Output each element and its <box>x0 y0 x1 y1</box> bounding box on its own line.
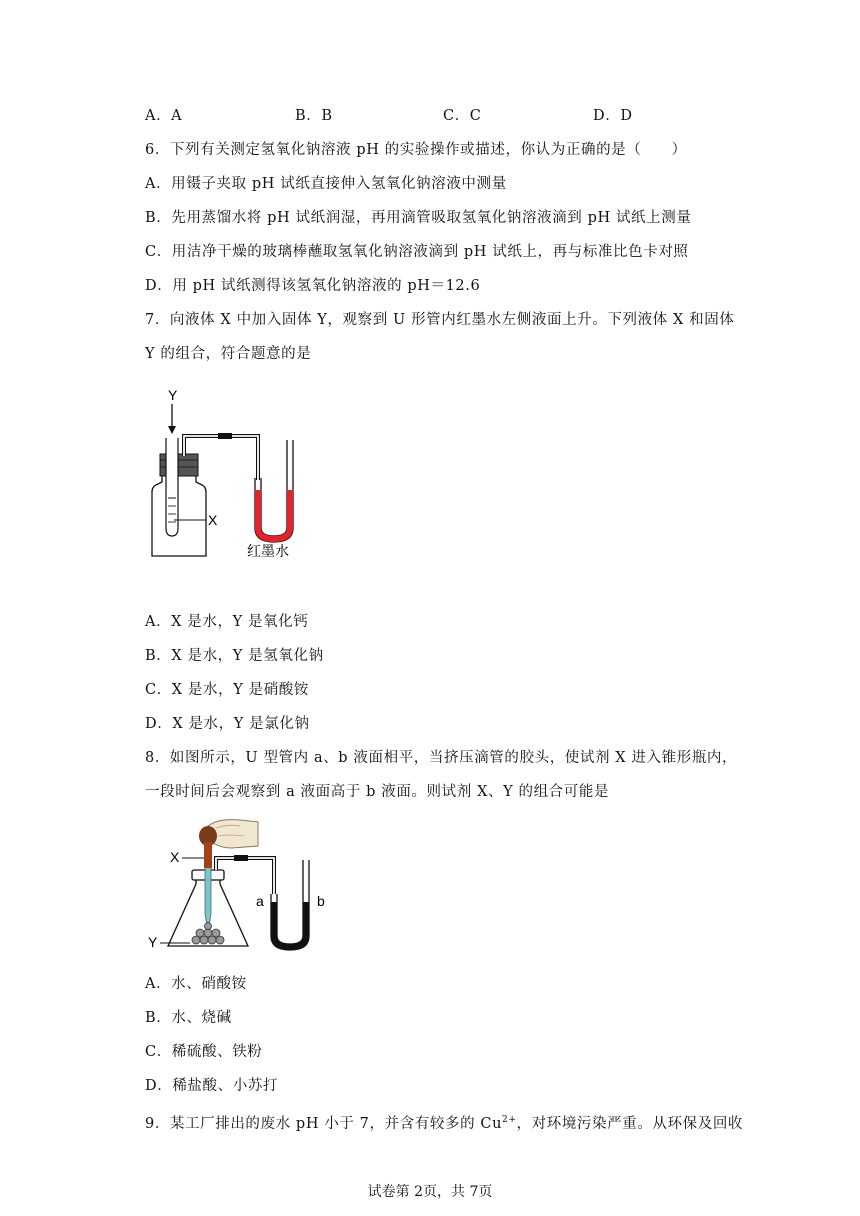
q5-option-d[interactable]: D．D <box>593 108 633 124</box>
q7-stem-line2: Y 的组合，符合题意的是 <box>145 346 312 362</box>
q9-superscript: 2+ <box>502 1115 517 1125</box>
q7-option-c[interactable]: C．X 是水，Y 是硝酸铵 <box>145 682 310 698</box>
q8-solid-y <box>192 923 224 945</box>
q9-stem-before: 9．某工厂排出的废水 pH 小于 7，并含有较多的 Cu <box>145 1115 503 1132</box>
q8-stem-line2: 一段时间后会观察到 a 液面高于 b 液面。则试剂 X、Y 的组合可能是 <box>145 784 610 800</box>
q8-label-a: a <box>256 893 264 909</box>
q8-option-a[interactable]: A．水、硝酸铵 <box>145 976 247 992</box>
q7-bottle <box>152 474 206 556</box>
q7-caption: 红墨水 <box>247 544 289 560</box>
q6-option-b[interactable]: B．先用蒸馏水将 pH 试纸润湿，再用滴管吸取氢氧化钠溶液滴到 pH 试纸上测量 <box>145 210 692 226</box>
q7-stem-line1: 7．向液体 X 中加入固体 Y，观察到 U 形管内红墨水左侧液面上升。下列液体 X 和固体 <box>145 312 735 328</box>
page-footer: 试卷第 2页，共 7页 <box>367 1184 493 1200</box>
q6-stem: 6．下列有关测定氢氧化钠溶液 pH 的实验操作或描述，你认为正确的是（ ） <box>145 142 687 158</box>
q8-option-d[interactable]: D．稀盐酸、小苏打 <box>145 1078 279 1094</box>
q8-option-b[interactable]: B．水、烧碱 <box>145 1010 232 1026</box>
q5-option-a[interactable]: A．A <box>145 108 183 124</box>
q8-label-y: Y <box>148 934 158 950</box>
q7-label-y: Y <box>168 387 178 403</box>
q7-test-tube <box>166 438 178 536</box>
q6-option-a[interactable]: A．用镊子夹取 pH 试纸直接伸入氢氧化钠溶液中测量 <box>145 176 507 192</box>
q9-stem-after: ，对环境污染严重。从环保及回收 <box>516 1115 744 1132</box>
q7-option-a[interactable]: A．X 是水，Y 是氧化钙 <box>145 614 309 630</box>
q7-arrow-head-icon <box>168 426 176 434</box>
q6-option-c[interactable]: C．用洁净干燥的玻璃棒蘸取氢氧化钠溶液滴到 pH 试纸上，再与标准比色卡对照 <box>145 244 689 260</box>
q9-stem <box>145 1110 743 1134</box>
q8-label-b: b <box>317 893 325 909</box>
q7-option-b[interactable]: B．X 是水，Y 是氢氧化钠 <box>145 648 324 664</box>
q7-figure <box>140 380 330 570</box>
q8-figure <box>140 814 340 960</box>
q5-option-b[interactable]: B．B <box>295 108 333 124</box>
q8-label-x: X <box>170 849 180 865</box>
q8-stem-line1: 8．如图所示，U 型管内 a、b 液面相平，当挤压滴管的胶头，使试剂 X 进入锥形瓶内， <box>145 750 738 766</box>
q5-option-c[interactable]: C．C <box>443 108 482 124</box>
q6-option-d[interactable]: D．用 pH 试纸测得该氢氧化钠溶液的 pH＝12.6 <box>145 278 481 294</box>
q7-red-ink <box>258 490 290 539</box>
q7-label-x: X <box>208 512 218 528</box>
q8-delivery-tube <box>216 858 274 894</box>
q8-option-c[interactable]: C．稀硫酸、铁粉 <box>145 1044 263 1060</box>
q7-option-d[interactable]: D．X 是水，Y 是氯化钠 <box>145 716 310 732</box>
